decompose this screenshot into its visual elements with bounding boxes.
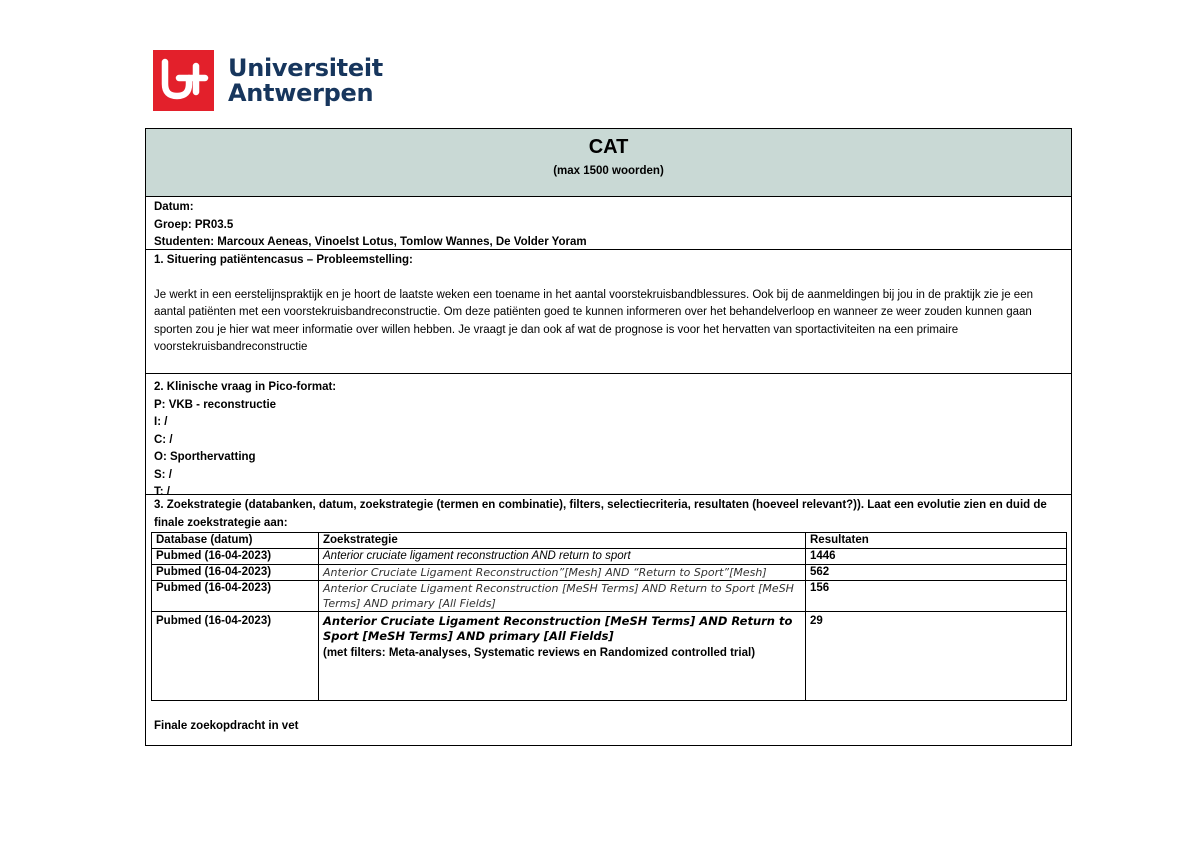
header-resultaten: Resultaten — [806, 533, 1067, 549]
meta-section — [146, 197, 1071, 250]
row-database: Pubmed (16-04-2023) — [152, 565, 319, 581]
section-situering — [146, 250, 1071, 374]
row-database: Pubmed (16-04-2023) — [152, 549, 319, 565]
university-logo-icon — [153, 50, 214, 111]
university-name — [228, 53, 383, 107]
pico-p: P: VKB - reconstructie — [154, 398, 277, 411]
section3-title: 3. Zoekstrategie (databanken, datum, zoekstrategie (termen en combinatie), filters, selectiecriteria, resultaten (hoeveel relevant?)). Laat een evolutie zien en duid de finale zoekstrategie aan: — [154, 499, 1047, 529]
search-table — [151, 532, 1067, 701]
section2-title: 2. Klinische vraag in Pico-format: — [154, 381, 337, 393]
pico-s: S: / — [154, 468, 172, 481]
section-zoekstrategie — [146, 495, 1071, 745]
section-pico — [146, 374, 1071, 498]
row-filters: (met filters: Meta-analyses, Systematic reviews en Randomized controlled trial) — [323, 647, 756, 659]
row-result: 156 — [806, 581, 1067, 612]
pico-t: T: / — [154, 486, 170, 498]
form-header — [146, 129, 1071, 197]
datum-label: Datum: — [154, 201, 194, 213]
university-name-line1: Universiteit — [228, 53, 383, 82]
university-name-line2: Antwerpen — [228, 78, 374, 107]
form-subtitle: (max 1500 woorden) — [553, 165, 664, 177]
university-logo — [153, 50, 383, 111]
row-database: Pubmed (16-04-2023) — [152, 581, 319, 612]
row-query: Anterior cruciate ligament reconstruction AND return to sport — [319, 549, 806, 565]
table-row — [152, 549, 1067, 565]
table-row — [152, 565, 1067, 581]
table-header-row — [152, 533, 1067, 549]
row-result: 1446 — [806, 549, 1067, 565]
row-database: Pubmed (16-04-2023) — [152, 612, 319, 701]
form-title: CAT — [588, 136, 629, 158]
row-query: Anterior Cruciate Ligament Reconstruction”[Mesh] AND “Return to Sport”[Mesh] — [319, 565, 806, 581]
section1-text: Je werkt in een eerstelijnspraktijk en je hoort de laatste weken een toename in het aantal voorstekruisbandblessures. Ook bij de aanmeldingen bij jou in de praktijk zie je een aantal patiënten met een voorstekruisbandreconstructie. Om deze patiënten goed te kunnen informeren over het behandelverloop en wanneer ze weer zouden kunnen gaan sporten zou je hier wat meer informatie over willen hebben. Je vraagt je dan ook af wat de prognose is voor het hervatten van sportactiviteiten na een primaire voorstekruisbandreconstructie — [154, 288, 1033, 353]
row-query: Anterior Cruciate Ligament Reconstruction [MeSH Terms] AND Return to Sport [MeSH Terms] AND primary [All Fields] — [319, 581, 806, 612]
groep-label: Groep: PR03.5 — [154, 218, 234, 231]
pico-c: C: / — [154, 433, 173, 446]
header-zoekstrategie: Zoekstrategie — [319, 533, 806, 549]
footnote: Finale zoekopdracht in vet — [154, 720, 299, 732]
row-query-cell — [319, 612, 806, 701]
row-query: Anterior Cruciate Ligament Reconstruction [MeSH Terms] AND Return to Sport [MeSH Terms] AND primary [All Fields] — [323, 614, 793, 643]
row-result: 29 — [806, 612, 1067, 701]
studenten-label: Studenten: Marcoux Aeneas, Vinoelst Lotus, Tomlow Wannes, De Volder Yoram — [154, 236, 587, 248]
pico-o: O: Sporthervatting — [154, 451, 256, 463]
row-result: 562 — [806, 565, 1067, 581]
cat-form — [145, 128, 1072, 746]
section1-title: 1. Situering patiëntencasus – Probleemstelling: — [154, 254, 413, 266]
table-row — [152, 581, 1067, 612]
pico-i: I: / — [154, 416, 168, 428]
table-row-final — [152, 612, 1067, 701]
header-database: Database (datum) — [152, 533, 319, 549]
